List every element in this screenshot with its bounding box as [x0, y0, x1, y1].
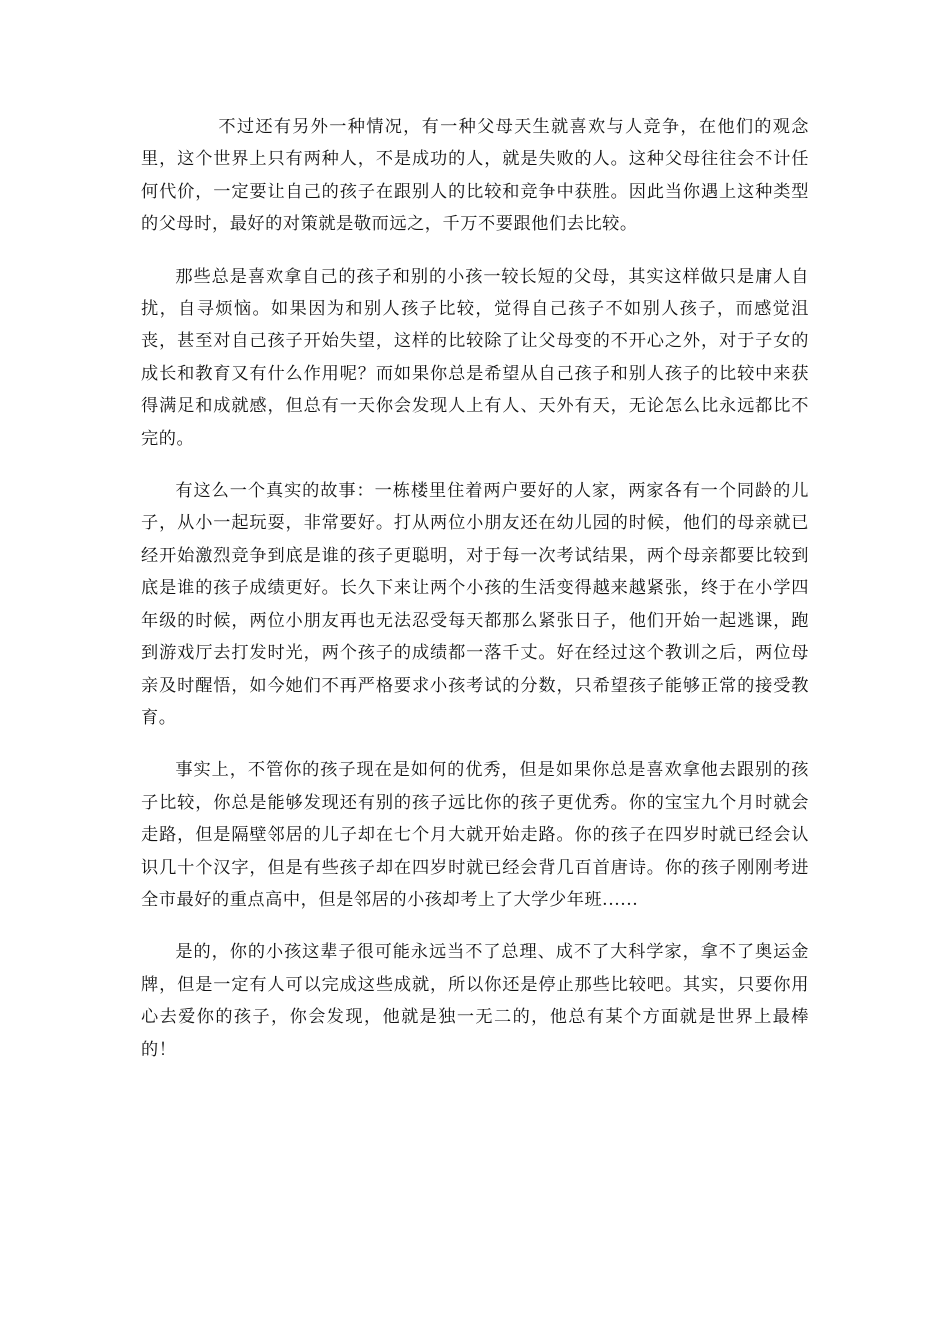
paragraph-5: 是的，你的小孩这辈子很可能永远当不了总理、成不了大科学家，拿不了奥运金牌，但是一定有人可以完成这些成就，所以你还是停止那些比较吧。其实，只要你用心去爱你的孩子，你会发现，他就是独一无二的，他总有某个方面就是世界上最棒的！: [141, 942, 809, 1060]
document-body: [141, 111, 809, 1086]
paragraph-2: 那些总是喜欢拿自己的孩子和别的小孩一较长短的父母，其实这样做只是庸人自扰，自寻烦恼。如果因为和别人孩子比较，觉得自己孩子不如别人孩子，而感觉沮丧，甚至对自己孩子开始失望，这样的比较除了让父母变的不开心之外，对于子女的成长和教育又有什么作用呢？而如果你总是希望从自己孩子和别人孩子的比较中来获得满足和成就感，但总有一天你会发现人上有人、天外有天，无论怎么比永远都比不完的。: [141, 266, 809, 449]
paragraph-3: 有这么一个真实的故事：一栋楼里住着两户要好的人家，两家各有一个同龄的儿子，从小一起玩耍，非常要好。打从两位小朋友还在幼儿园的时候，他们的母亲就已经开始激烈竞争到底是谁的孩子更聪明，对于每一次考试结果，两个母亲都要比较到底是谁的孩子成绩更好。长久下来让两个小孩的生活变得越来越紧张，终于在小学四年级的时候，两位小朋友再也无法忍受每天都那么紧张日子，他们开始一起逃课，跑到游戏厅去打发时光，两个孩子的成绩都一落千丈。好在经过这个教训之后，两位母亲及时醒悟，如今她们不再严格要求小孩考试的分数，只希望孩子能够正常的接受教育。: [141, 481, 809, 728]
paragraph-4: 事实上，不管你的孩子现在是如何的优秀，但是如果你总是喜欢拿他去跟别的孩子比较，你总是能够发现还有别的孩子远比你的孩子更优秀。你的宝宝九个月时就会走路，但是隔壁邻居的儿子却在七个月大就开始走路。你的孩子在四岁时就已经会认识几十个汉字，但是有些孩子却在四岁时就已经会背几百首唐诗。你的孩子刚刚考进全市最好的重点高中，但是邻居的小孩却考上了大学少年班......: [141, 760, 809, 910]
paragraph-1: 不过还有另外一种情况，有一种父母天生就喜欢与人竞争，在他们的观念里，这个世界上只有两种人，不是成功的人，就是失败的人。这种父母往往会不计任何代价，一定要让自己的孩子在跟别人的比较和竞争中获胜。因此当你遇上这种类型的父母时，最好的对策就是敬而远之，千万不要跟他们去比较。: [141, 117, 809, 235]
